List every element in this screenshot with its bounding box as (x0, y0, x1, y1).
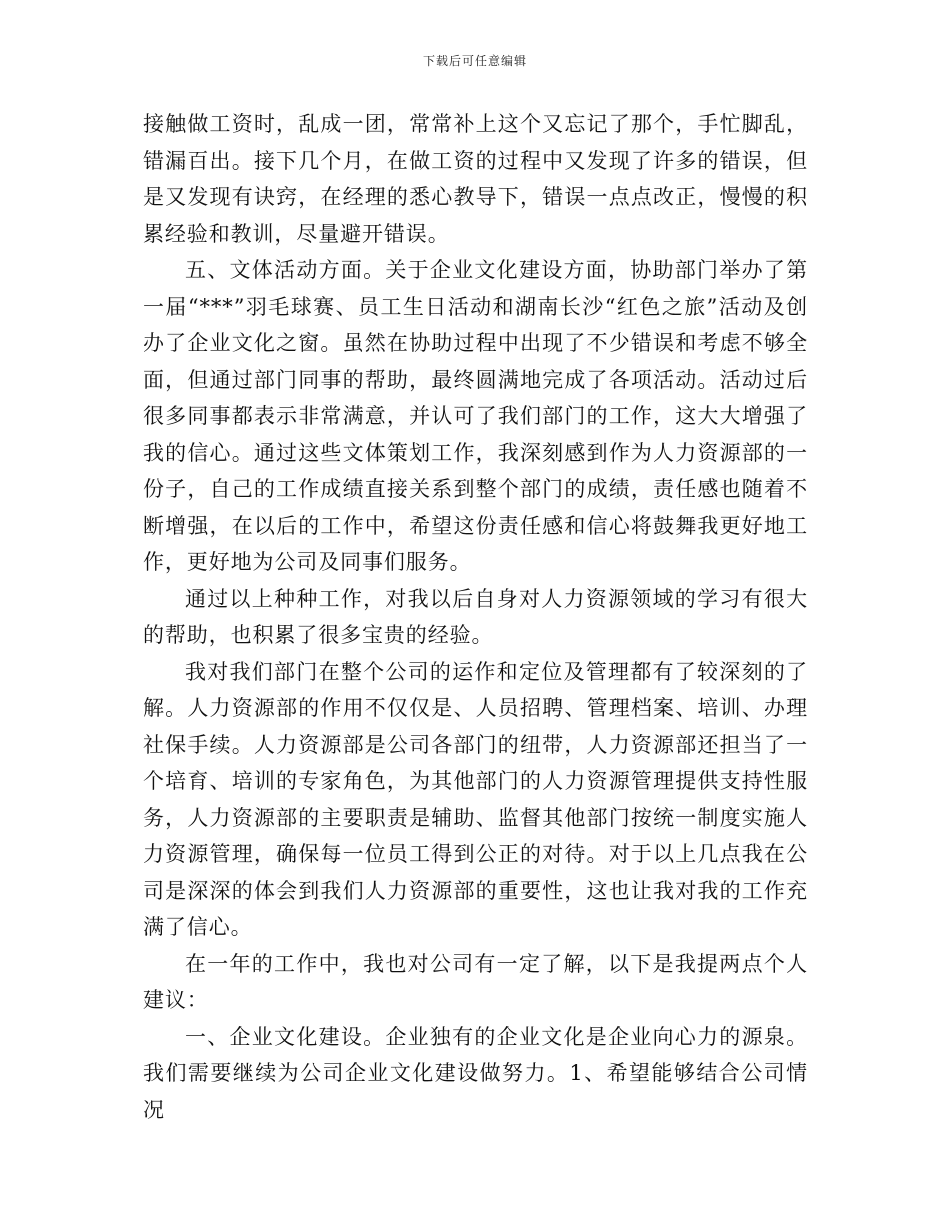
paragraph-suggestions-intro: 在一年的工作中，我也对公司有一定了解，以下是我提两点个人建议： (143, 951, 808, 1012)
paragraph-hr-role: 我对我们部门在整个公司的运作和定位及管理都有了较深刻的了解。人力资源部的作用不仅仅是、人员招聘、管理档案、培训、办理社保手续。人力资源部是公司各部门的纽带，人力资源部还担当了一个培育、培训的专家角色，为其他部门的人力资源管理提供支持性服务，人力资源部的主要职责是辅助、监督其他部门按统一制度实施人力资源管理，确保每一位员工得到公正的对待。对于以上几点我在公司是深深的体会到我们人力资源部的重要性，这也让我对我的工作充满了信心。 (143, 659, 808, 939)
page-header: 下载后可任意编辑 (422, 54, 527, 68)
paragraph-cultural-activities: 五、文体活动方面。关于企业文化建设方面，协助部门举办了第一届“***”羽毛球赛、员工生日活动和湖南长沙“红色之旅”活动及创办了企业文化之窗。虽然在协助过程中出现了不少错误和考虑不够全面，但通过部门同事的帮助，最终圆满地完成了各项活动。活动过后很多同事都表示非常满意，并认可了我们部门的工作，这大大增强了我的信心。通过这些文体策划工作，我深刻感到作为人力资源部的一份子，自己的工作成绩直接关系到整个部门的成绩，责任感也随着不断增强，在以后的工作中，希望这份责任感和信心将鼓舞我更好地工作，更好地为公司及同事们服务。 (143, 258, 808, 574)
paragraph-payroll-experience: 接触做工资时，乱成一团，常常补上这个又忘记了那个，手忙脚乱，错漏百出。接下几个月，在做工资的过程中又发现了许多的错误，但是又发现有诀窍，在经理的悉心教导下，错误一点点改正，慢慢的积累经验和教训，尽量避开错误。 (143, 112, 808, 246)
document-body (143, 106, 808, 1128)
paragraph-learning-summary: 通过以上种种工作，对我以后自身对人力资源领域的学习有很大的帮助，也积累了很多宝贵的经验。 (143, 586, 808, 647)
paragraph-corporate-culture: 一、企业文化建设。企业独有的企业文化是企业向心力的源泉。我们需要继续为公司企业文化建设做努力。1、希望能够结合公司情况 (143, 1024, 808, 1122)
